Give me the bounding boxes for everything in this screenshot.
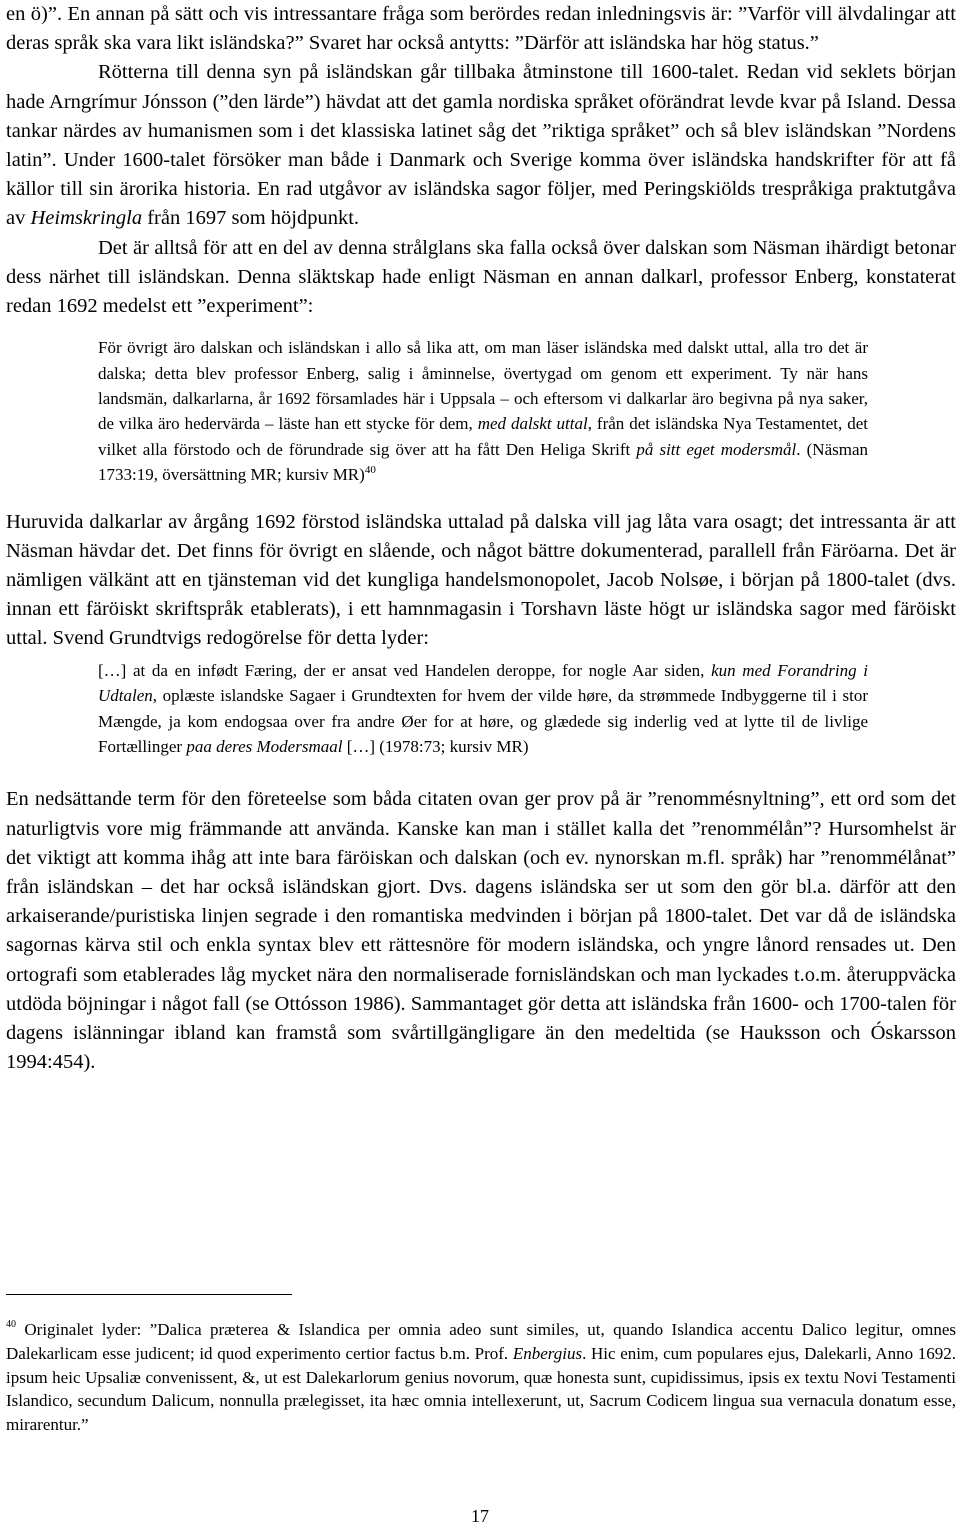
text-run: Det är alltså för att en del av denna strålglans ska falla också över dalskan som Näsman ihärdigt betonar dess närhet till isländskan. Denna släktskap hade enligt Näsman en annan dalkarl, professor Enberg, konstaterat redan 1692 medelst ett ”experiment”: — [6, 236, 956, 318]
paragraph-radiance — [6, 234, 956, 322]
italic-run: med dalskt uttal — [477, 414, 588, 434]
paragraph-roots-of-view — [6, 58, 956, 233]
footnote-separator — [6, 1294, 292, 1295]
paragraph-continuation — [6, 0, 956, 58]
block-quote-grundtvig — [98, 658, 868, 760]
text-run: För övrigt äro dalskan och isländskan i allo så lika att, om man läser isländska med dalskt uttal, alla tro det är dalska; detta blev professor Enberg, salig i åminnelse, övertygad om genom ett experiment. Ty när hans landsmän, dalkarlarna, år 1692 församlades här i Uppsala – och eftersom vi dalkarlar äro begivna på nya saker, de vilka äro hedervärda – läste han ett stycke för dem, — [98, 338, 868, 434]
text-run: , oplæste islandske Sagaer i Grundtexten for hvem der vilde høre, da strømmede Indbyggerne til i stor Mængde, ja kom endogsaa over fra andre Øer for at høre, og glædede sig inderlig ved at lytte til de livlige Fortællinger — [98, 686, 868, 756]
spacer — [6, 759, 956, 785]
text-run: Originalet lyder: ”Dalica præterea & Islandica per omnia adeo sunt similes, ut, quando Islandica accentu Dalico legitur, omnes Dalekarlicam esse judicent; id quod experimento certior factus b.m. Prof. — [6, 1320, 956, 1363]
footnote-40 — [6, 1318, 956, 1437]
text-run: Huruvida dalkarlar av årgång 1692 förstod isländska uttalad på dalska vill jag låta vara osagt; det intressanta är att Näsman hävdar det. Det finns för övrigt en slående, och något bättre dokumenterad, parallell från Färöarna. Det är nämligen välkänt att en tjänsteman vid det kungliga handelsmonopolet, Jacob Nolsøe, i början på 1800-talet (dvs. innan ett färöiskt skriftspråk etablerats), i ett hamnmagasin i Torshavn läste högt ur isländska sagor med färöiskt uttal. Svend Grundtvigs redogörelse för detta lyder: — [6, 510, 956, 650]
document-page — [6, 0, 956, 1077]
text-run: en ö)”. En annan på sätt och vis intressantare fråga som berördes redan inledningsvis är: ”Varför vill älvdalingar att deras språk ska vara likt isländska?” Svaret har också antytts: ”Därför att isländska har hög status.” — [6, 3, 956, 55]
footnote-number: 40 — [6, 1319, 16, 1330]
text-run: . Hic enim, cum populares ejus, Dalekarli, Anno 1692. ipsum heic Upsaliæ convenissent, &, ut est Dalekarlorum genius novorum, quæ honesta sunt, cupidissimus, ipsis ex textu Novi Testamenti Islandico, secundum Dalicum, nonnulla prælegisset, ita hæc omnia intellexerunt, ut, Sacrum Codicem lingua sua vernacula donatum esse, mirarentur.” — [6, 1343, 956, 1435]
italic-run: paa deres Modersmaal — [186, 736, 343, 756]
block-quote-nasman — [98, 335, 868, 487]
text-run: Rötterna till denna syn på isländskan går tillbaka åtminstone till 1600-talet. Redan vid seklets början hade Arngrímur Jónsson (”den lärde”) hävdat att det gamla nordiska språket oförändrat levde kvar på Island. Dessa tankar närdes av humanismen som i det klassiska latinet såg det ”riktiga språket” och så blev isländskan ”Nordens latin”. Under 1600-talet försöker man både i Danmark och Sverige komma över isländska handskrifter för att få källor till sin ärorika historia. En rad utgåvor av isländska sagor följer, med Peringskiölds trespråkiga praktutgåva av — [6, 61, 956, 230]
text-run: från 1697 som höjdpunkt. — [142, 207, 360, 230]
italic-run: på sitt eget modersmål — [636, 439, 797, 459]
text-run: […] at da en infødt Færing, der er ansat ved Handelen deroppe, for nogle Aar siden, — [98, 660, 712, 680]
text-run: En nedsättande term för den företeelse som båda citaten ovan ger prov på är ”renommésnyltning”, ett ord som det naturligtvis vore mig främmande att använda. Kanske kan man i stället kalla det ”renommélån”? Hursomhelst är det viktigt att komma ihåg att inte bara färöiskan och dalskan (och ev. nynorskan m.fl. språk) har ”renommélånat” från isländskan – det har också isländskan gjort. Dvs. dagens isländska ser ut som den gör bl.a. därför att den arkaiserande/puristiska linjen segrade i den romantiska medvinden i början på 1800-talet. Det var då de isländska sagornas kärva stil och enkla syntax blev ett rättesnöre för modern isländska, och yngre lånord rensades ut. Den ortografi som etablerades låg mycket nära den normaliserade fornisländskan och man lyckades t.o.m. återuppväcka utdöda böjningar i något fall (se Ottósson 1986). Sammantaget gör detta att isländska från 1600- och 1700-talen för dagens islänningar ibland kan framstå som svårtillgängligare än den medeltida (se Hauksson och Óskarsson 1994:454). — [6, 788, 956, 1074]
footnote-reference[interactable]: 40 — [364, 464, 376, 477]
page-number: 17 — [471, 1506, 489, 1526]
text-run: […] (1978:73; kursiv MR) — [342, 736, 529, 756]
text-run: . (Näsman 1733:19, översättning MR; kursiv MR) — [98, 439, 868, 485]
paragraph-faroe-parallel — [6, 508, 956, 654]
spacer — [6, 488, 956, 508]
paragraph-renomme — [6, 785, 956, 1077]
italic-run: Enbergius — [512, 1343, 583, 1363]
italic-run: kun med Forandring i Udtalen — [98, 660, 869, 706]
spacer — [6, 321, 956, 335]
text-run: , från det isländska Nya Testamentet, det vilket alla förstodo och de förundrade sig över att ha fått Den Heliga Skrift — [98, 414, 868, 459]
italic-title: Heimskringla — [30, 207, 143, 230]
